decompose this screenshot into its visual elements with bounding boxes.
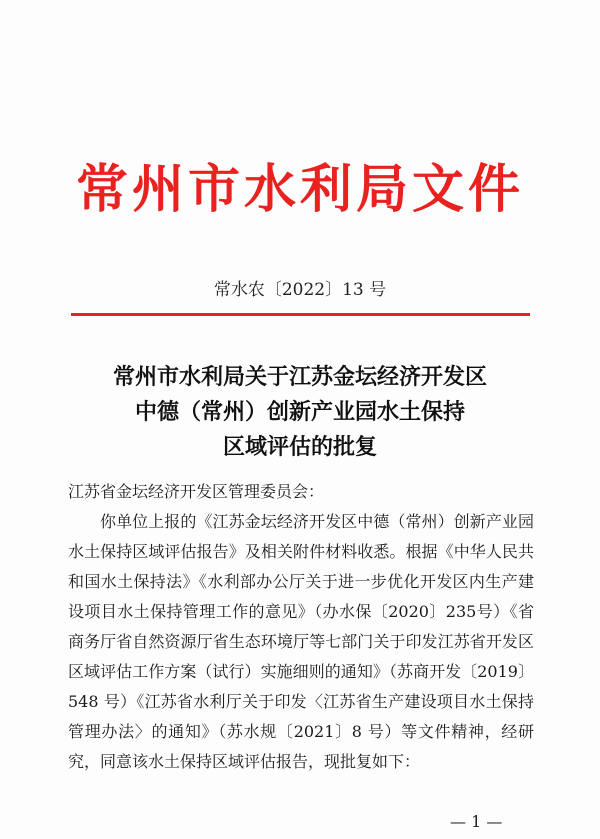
document-title	[0, 360, 600, 465]
red-divider-line	[71, 313, 530, 316]
page-number: — 1 —	[450, 812, 503, 831]
masthead-title: 常州市水利局文件	[75, 159, 524, 220]
document-body	[68, 477, 534, 777]
title-line-1: 常州市水利局关于江苏金坛经济开发区	[112, 364, 487, 390]
title-line-3: 区域评估的批复	[222, 434, 377, 460]
salutation: 江苏省金坛经济开发区管理委员会：	[68, 482, 325, 501]
title-line-2: 中德（常州）创新产业园水土保持	[134, 399, 465, 425]
document-number: 常水农〔2022〕13 号	[213, 280, 387, 300]
body-paragraph: 你单位上报的《江苏金坛经济开发区中德（常州）创新产业园水土保持区域评估报告》及相关附件材料收悉。根据《中华人民共和国水土保持法》《水利部办公厅关于进一步优化开发区内生产建设项目水土保持管理工作的意见》（办水保〔2020〕235号）《省商务厅省自然资源厅省生态环境厅等七部门关于印发江苏省开发区区域评估工作方案（试行）实施细则的通知》（苏商开发〔2019〕548 号）《江苏省水利厅关于印发〈江苏省生产建设项目水土保持管理办法〉的通知》（苏水规〔2021〕8 号）等文件精神，经研究，同意该水土保持区域评估报告，现批复如下：	[68, 512, 534, 771]
